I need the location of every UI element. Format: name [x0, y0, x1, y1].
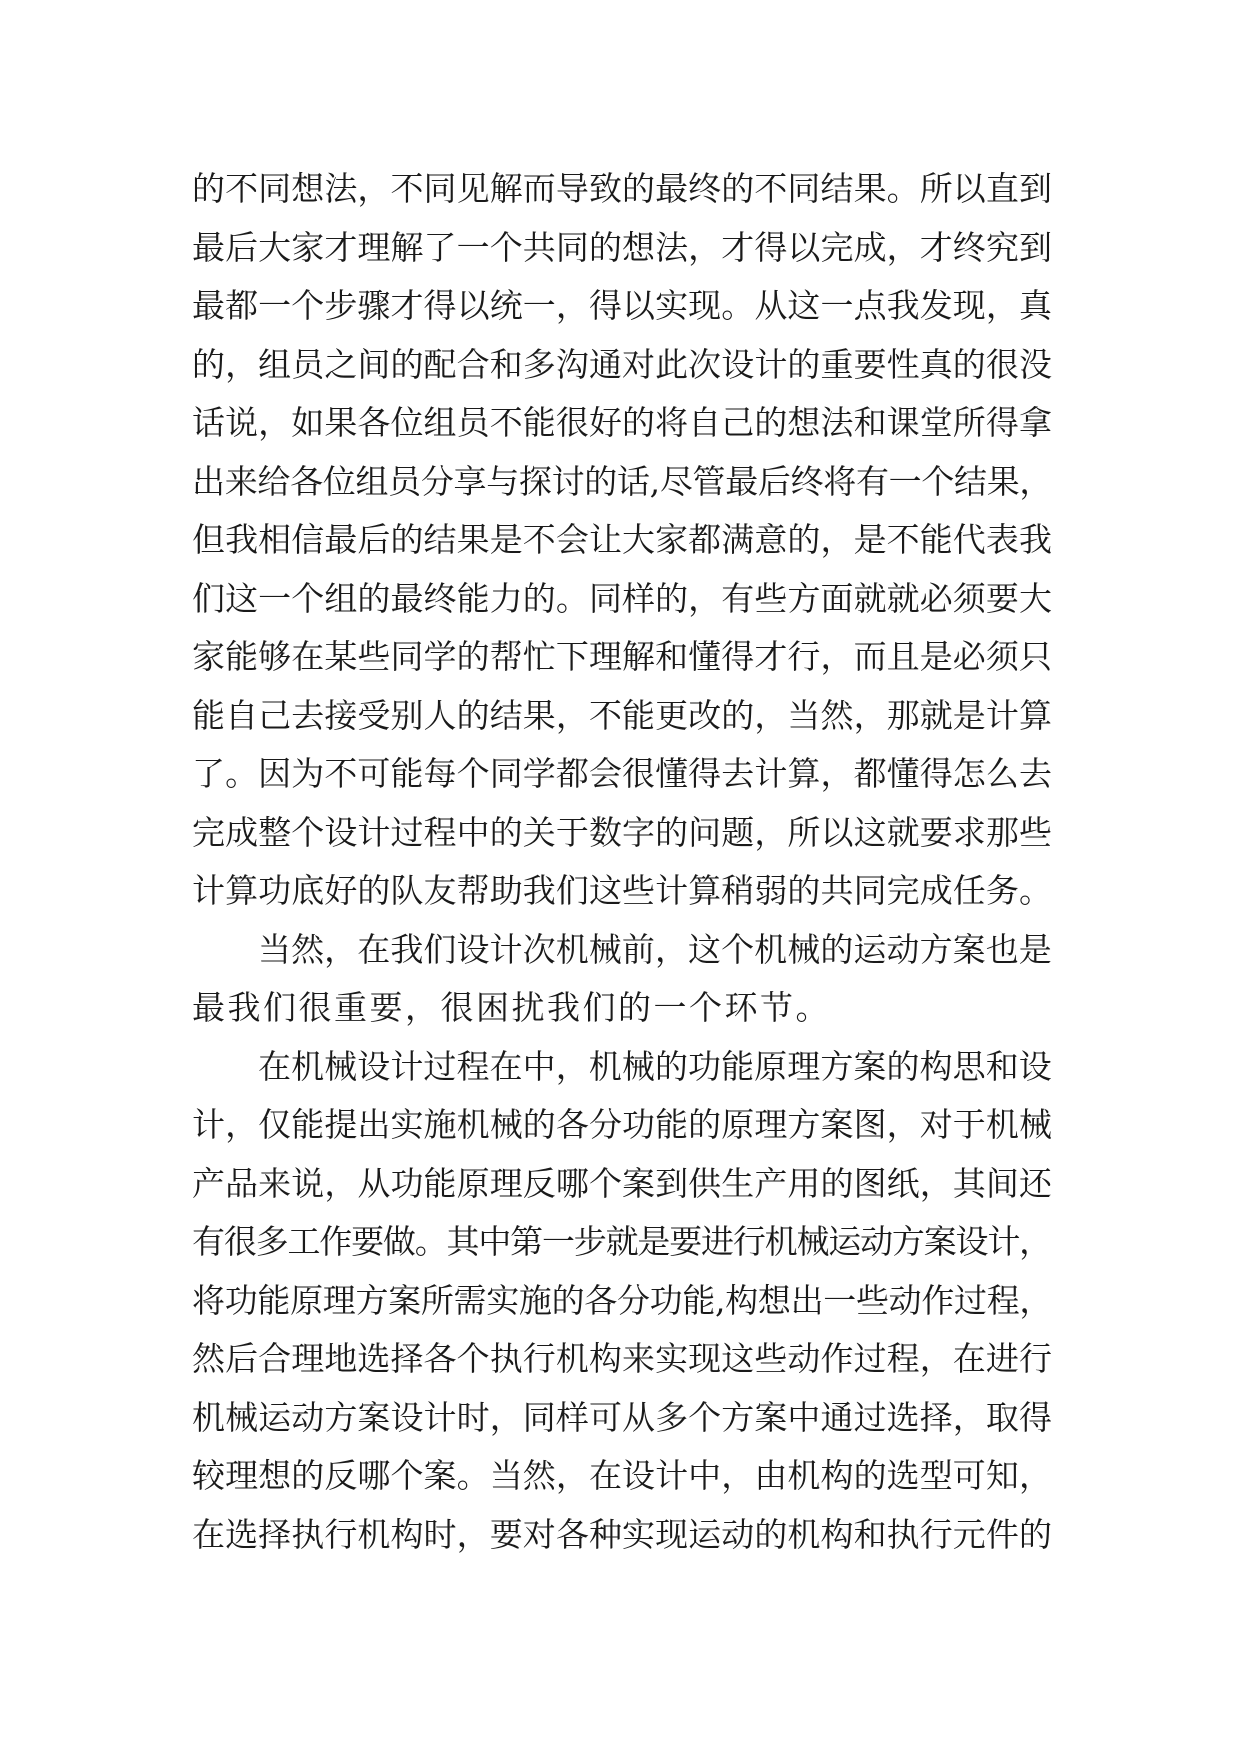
text-line: 然后合理地选择各个执行机构来实现这些动作过程，在进行 [192, 1339, 1052, 1378]
text-line: 将功能原理方案所需实施的各分功能,构想出一些动作过程， [192, 1280, 1053, 1320]
text-line: 最都一个步骤才得以统一，得以实现。从这一点我发现，真 [192, 286, 1052, 325]
text-line: 出来给各位组员分享与探讨的话,尽管最后终将有一个结果， [192, 461, 1053, 501]
text-line: 计算功底好的队友帮助我们这些计算稍弱的共同完成任务。 [192, 871, 1052, 910]
text-line: 但我相信最后的结果是不会让大家都满意的，是不能代表我 [192, 520, 1052, 559]
text-line: 能自己去接受别人的结果，不能更改的，当然，那就是计算 [192, 695, 1052, 735]
text-line: 有很多工作要做。其中第一步就是要进行机械运动方案设计， [192, 1222, 1053, 1261]
text-line: 较理想的反哪个案。当然，在设计中，由机构的选型可知， [192, 1456, 1052, 1495]
text-line: 产品来说，从功能原理反哪个案到供生产用的图纸，其间还 [192, 1163, 1052, 1203]
text-line: 计，仅能提出实施机械的各分功能的原理方案图，对于机械 [192, 1105, 1052, 1144]
text-line: 的不同想法，不同见解而导致的最终的不同结果。所以直到 [192, 169, 1052, 208]
text-line: 完成整个设计过程中的关于数字的问题，所以这就要求那些 [192, 812, 1052, 852]
text-line: 在选择执行机构时，要对各种实现运动的机构和执行元件的 [192, 1514, 1052, 1554]
text-line: 在机械设计过程在中，机械的功能原理方案的构思和设 [258, 1046, 1052, 1086]
text-line: 最后大家才理解了一个共同的想法，才得以完成，才终究到 [192, 227, 1052, 267]
text-line: 最我们很重要，很困扰我们的一个环节。 [192, 988, 829, 1027]
text-line: 机械运动方案设计时，同样可从多个方案中通过选择，取得 [192, 1397, 1052, 1437]
text-line: 们这一个组的最终能力的。同样的，有些方面就就必须要大 [192, 578, 1052, 618]
text-line: 了。因为不可能每个同学都会很懂得去计算，都懂得怎么去 [192, 754, 1052, 793]
text-line: 家能够在某些同学的帮忙下理解和懂得才行，而且是必须只 [192, 637, 1052, 676]
body-text [192, 160, 1052, 1564]
text-line: 话说，如果各位组员不能很好的将自己的想法和课堂所得拿 [192, 403, 1052, 442]
text-line: 的，组员之间的配合和多沟通对此次设计的重要性真的很没 [192, 344, 1052, 384]
text-line: 当然，在我们设计次机械前，这个机械的运动方案也是 [258, 929, 1052, 969]
